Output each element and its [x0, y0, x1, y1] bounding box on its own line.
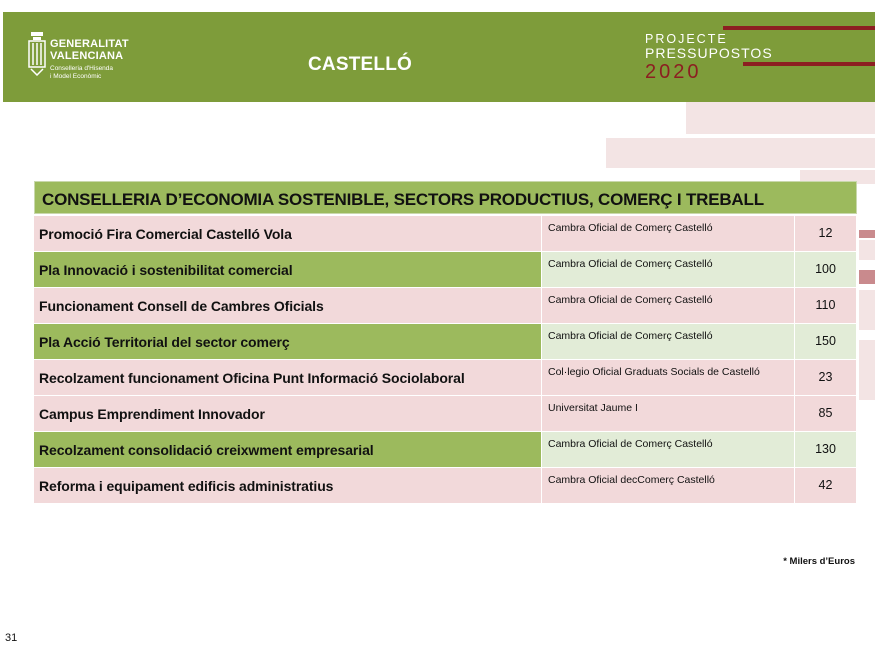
decor-block — [859, 290, 875, 330]
row-amount: 100 — [815, 262, 836, 276]
row-amount: 42 — [818, 478, 833, 492]
row-name: Pla Innovació i sostenibilitat comercial — [39, 262, 293, 278]
table-row — [34, 468, 857, 504]
row-name: Promoció Fira Comercial Castelló Vola — [39, 226, 292, 242]
row-name-cell — [34, 216, 542, 252]
row-amount-cell — [795, 324, 857, 360]
row-amount-cell — [795, 360, 857, 396]
row-amount: 85 — [818, 406, 833, 420]
row-amount: 150 — [815, 334, 836, 348]
row-name: Funcionament Consell de Cambres Oficials — [39, 298, 324, 314]
brand-line-2: PRESSUPOSTOS — [645, 45, 773, 61]
brand-bar — [743, 62, 875, 66]
row-entity-cell — [542, 360, 795, 396]
table-heading-text: CONSELLERIA D’ECONOMIA SOSTENIBLE, SECTORS PRODUCTIUS, COMERÇ I TREBALL — [42, 190, 764, 209]
row-entity-cell — [542, 324, 795, 360]
row-entity-cell — [542, 432, 795, 468]
row-amount-cell — [795, 288, 857, 324]
row-entity: Col·legio Oficial Graduats Socials de Castelló — [548, 366, 760, 378]
decor-block — [686, 102, 875, 134]
table-row — [34, 360, 857, 396]
row-entity: Cambra Oficial de Comerç Castelló — [548, 330, 713, 342]
row-entity-cell — [542, 288, 795, 324]
row-name: Recolzament funcionament Oficina Punt Informació Sociolaboral — [39, 370, 465, 386]
table-row — [34, 288, 857, 324]
table-heading — [34, 181, 857, 214]
row-name: Reforma i equipament edificis administratius — [39, 478, 334, 494]
row-entity: Cambra Oficial de Comerç Castelló — [548, 222, 713, 234]
row-amount-cell — [795, 216, 857, 252]
row-entity: Cambra Oficial de Comerç Castelló — [548, 258, 713, 270]
row-amount: 130 — [815, 442, 836, 456]
row-entity: Cambra Oficial decComerç Castelló — [548, 474, 715, 486]
brand-year: 2020 — [645, 61, 702, 83]
decor-block — [859, 270, 875, 284]
header-banner — [3, 12, 875, 102]
page-number: 31 — [5, 632, 18, 644]
org-department: Conselleria d'Hisenda i Model Econòmic — [50, 65, 114, 80]
generalitat-logo — [28, 30, 148, 86]
row-amount: 110 — [815, 298, 836, 312]
brand-line-1: PROJECTE — [645, 32, 728, 46]
decor-block — [859, 240, 875, 260]
brand-bar — [723, 26, 875, 30]
table-row — [34, 396, 857, 432]
row-entity: Cambra Oficial de Comerç Castelló — [548, 294, 713, 306]
row-name: Pla Acció Territorial del sector comerç — [39, 334, 290, 350]
generalitat-emblem-icon — [28, 30, 46, 76]
row-name-cell — [34, 324, 542, 360]
row-name-cell — [34, 432, 542, 468]
org-name: GENERALITAT VALENCIANA — [50, 38, 129, 62]
units-footnote: * Milers d’Euros — [783, 556, 855, 567]
row-entity-cell — [542, 468, 795, 504]
table-row — [34, 216, 857, 252]
row-name-cell — [34, 468, 542, 504]
decor-block — [606, 138, 875, 168]
decor-block — [859, 340, 875, 400]
row-amount: 12 — [818, 226, 833, 240]
row-entity-cell — [542, 252, 795, 288]
budget-brand — [645, 33, 825, 83]
table-row — [34, 324, 857, 360]
row-name-cell — [34, 396, 542, 432]
row-amount: 23 — [818, 370, 833, 384]
page-title: CASTELLÓ — [308, 54, 412, 75]
row-amount-cell — [795, 252, 857, 288]
top-strip — [0, 0, 875, 12]
row-amount-cell — [795, 432, 857, 468]
row-name-cell — [34, 288, 542, 324]
row-name: Recolzament consolidació creixwment empresarial — [39, 442, 374, 458]
row-entity: Universitat Jaume I — [548, 402, 638, 414]
row-entity: Cambra Oficial de Comerç Castelló — [548, 438, 713, 450]
decor-block — [859, 230, 875, 238]
table-row — [34, 252, 857, 288]
row-entity-cell — [542, 396, 795, 432]
row-amount-cell — [795, 396, 857, 432]
row-amount-cell — [795, 468, 857, 504]
row-name-cell — [34, 252, 542, 288]
row-name: Campus Emprendiment Innovador — [39, 406, 265, 422]
table-row — [34, 432, 857, 468]
row-name-cell — [34, 360, 542, 396]
row-entity-cell — [542, 216, 795, 252]
